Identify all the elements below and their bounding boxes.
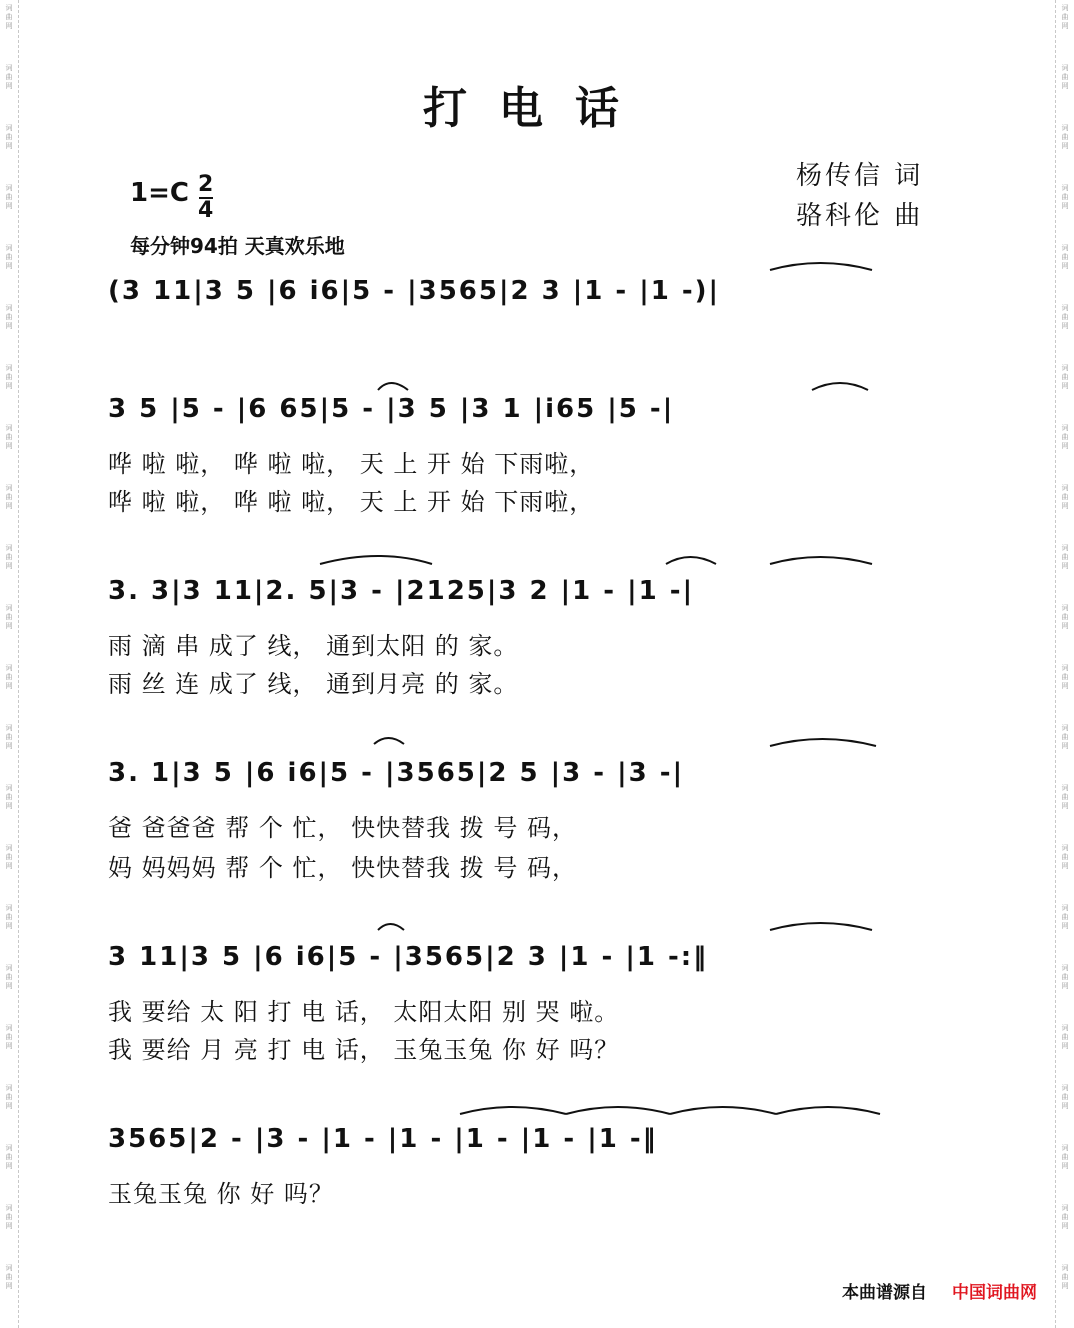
lyric-line-3-verse-2: 妈 妈妈妈 帮 个 忙， 快快替我 拨 号 码， (108, 854, 578, 882)
lyric-line-2-verse-2: 雨 丝 连 成了 线， 通到月亮 的 家。 (108, 670, 519, 698)
watermark-stamp: 词 曲 网 (1061, 1084, 1069, 1110)
watermark-stamp: 词 曲 网 (1061, 184, 1069, 210)
time-signature-bottom: 4 (198, 198, 214, 223)
key-signature: 1=C (130, 178, 189, 208)
watermark-stamp: 词 曲 网 (5, 304, 13, 330)
watermark-stamp: 词 曲 网 (5, 484, 13, 510)
watermark-stamp: 词 曲 网 (5, 604, 13, 630)
lyricist-credit: 杨传信 词 (796, 161, 924, 191)
score-line-3: 3. 1|3 5 |6 i6|5 - |3565|2 5 |3 - |3 -| (108, 758, 685, 788)
watermark-stamp: 词 曲 网 (5, 904, 13, 930)
watermark-stamp: 词 曲 网 (1061, 784, 1069, 810)
watermark-stamp: 词 曲 网 (5, 424, 13, 450)
watermark-stamp: 词 曲 网 (5, 124, 13, 150)
lyric-line-5: 玉兔玉兔 你 好 吗？ (108, 1180, 334, 1208)
lyric-line-1-verse-1: 哗 啦 啦， 哗 啦 啦， 天 上 开 始 下雨啦， (108, 450, 595, 478)
watermark-stamp: 词 曲 网 (5, 964, 13, 990)
watermark-stamp: 词 曲 网 (1061, 4, 1069, 30)
watermark-stamp: 词 曲 网 (1061, 844, 1069, 870)
watermark-stamp: 词 曲 网 (1061, 484, 1069, 510)
watermark-stamp: 词 曲 网 (1061, 304, 1069, 330)
watermark-stamp: 词 曲 网 (1061, 244, 1069, 270)
time-signature-top: 2 (198, 172, 214, 197)
watermark-stamp: 词 曲 网 (1061, 1024, 1069, 1050)
lyric-line-1-verse-2: 哗 啦 啦， 哗 啦 啦， 天 上 开 始 下雨啦， (108, 488, 595, 516)
watermark-stamp: 词 曲 网 (1061, 604, 1069, 630)
watermark-stamp: 词 曲 网 (5, 784, 13, 810)
watermark-stamp: 词 曲 网 (5, 1144, 13, 1170)
score-line-2: 3. 3|3 11|2. 5|3 - |2125|3 2 |1 - |1 -| (108, 576, 695, 606)
watermark-stamp: 词 曲 网 (5, 1084, 13, 1110)
watermark-stamp: 词 曲 网 (5, 64, 13, 90)
watermark-stamp: 词 曲 网 (1061, 904, 1069, 930)
footer-source-label: 本曲谱源自 (842, 1283, 927, 1303)
watermark-stamp: 词 曲 网 (1061, 64, 1069, 90)
watermark-stamp: 词 曲 网 (5, 664, 13, 690)
lyric-line-3-verse-1: 爸 爸爸爸 帮 个 忙， 快快替我 拨 号 码， (108, 814, 578, 842)
watermark-stamp: 词 曲 网 (1061, 544, 1069, 570)
watermark-stamp: 词 曲 网 (1061, 1204, 1069, 1230)
score-line-1: 3 5 |5 - |6 65|5 - |3 5 |3 1 |i65 |5 -| (108, 394, 675, 424)
watermark-stamp: 词 曲 网 (1061, 424, 1069, 450)
watermark-stamp: 词 曲 网 (5, 4, 13, 30)
watermark-stamp: 词 曲 网 (1061, 1144, 1069, 1170)
composer-credit: 骆科伦 曲 (796, 201, 924, 231)
watermark-stamp: 词 曲 网 (1061, 724, 1069, 750)
watermark-stamp: 词 曲 网 (1061, 364, 1069, 390)
score-line-5: 3565|2 - |3 - |1 - |1 - |1 - |1 - |1 -‖ (108, 1124, 658, 1154)
lyric-line-4-verse-1: 我 要给 太 阳 打 电 话， 太阳太阳 别 哭 啦。 (108, 998, 620, 1026)
watermark-stamp: 词 曲 网 (5, 244, 13, 270)
watermark-stamp: 词 曲 网 (5, 1024, 13, 1050)
lyric-line-2-verse-1: 雨 滴 串 成了 线， 通到太阳 的 家。 (108, 632, 519, 660)
watermark-stamp: 词 曲 网 (1061, 964, 1069, 990)
watermark-stamp: 词 曲 网 (1061, 664, 1069, 690)
watermark-stamp: 词 曲 网 (5, 1264, 13, 1290)
watermark-stamp: 词 曲 网 (5, 844, 13, 870)
watermark-stamp: 词 曲 网 (5, 724, 13, 750)
watermark-stamp: 词 曲 网 (5, 364, 13, 390)
tempo-marking: 每分钟94拍 天真欢乐地 (130, 234, 345, 258)
watermark-stamp: 词 曲 网 (5, 1204, 13, 1230)
watermark-stamp: 词 曲 网 (5, 184, 13, 210)
score-line-intro: (3 11|3 5 |6 i6|5 - |3565|2 3 |1 - |1 -)| (108, 276, 721, 306)
watermark-stamp: 词 曲 网 (1061, 1264, 1069, 1290)
watermark-stamp: 词 曲 网 (1061, 124, 1069, 150)
lyric-line-4-verse-2: 我 要给 月 亮 打 电 话， 玉兔玉兔 你 好 吗？ (108, 1036, 620, 1064)
score-line-4: 3 11|3 5 |6 i6|5 - |3565|2 3 |1 - |1 -:‖ (108, 942, 709, 972)
song-title: 打电话 (423, 83, 651, 134)
footer-site-link[interactable]: 中国词曲网 (952, 1283, 1037, 1303)
watermark-stamp: 词 曲 网 (5, 544, 13, 570)
